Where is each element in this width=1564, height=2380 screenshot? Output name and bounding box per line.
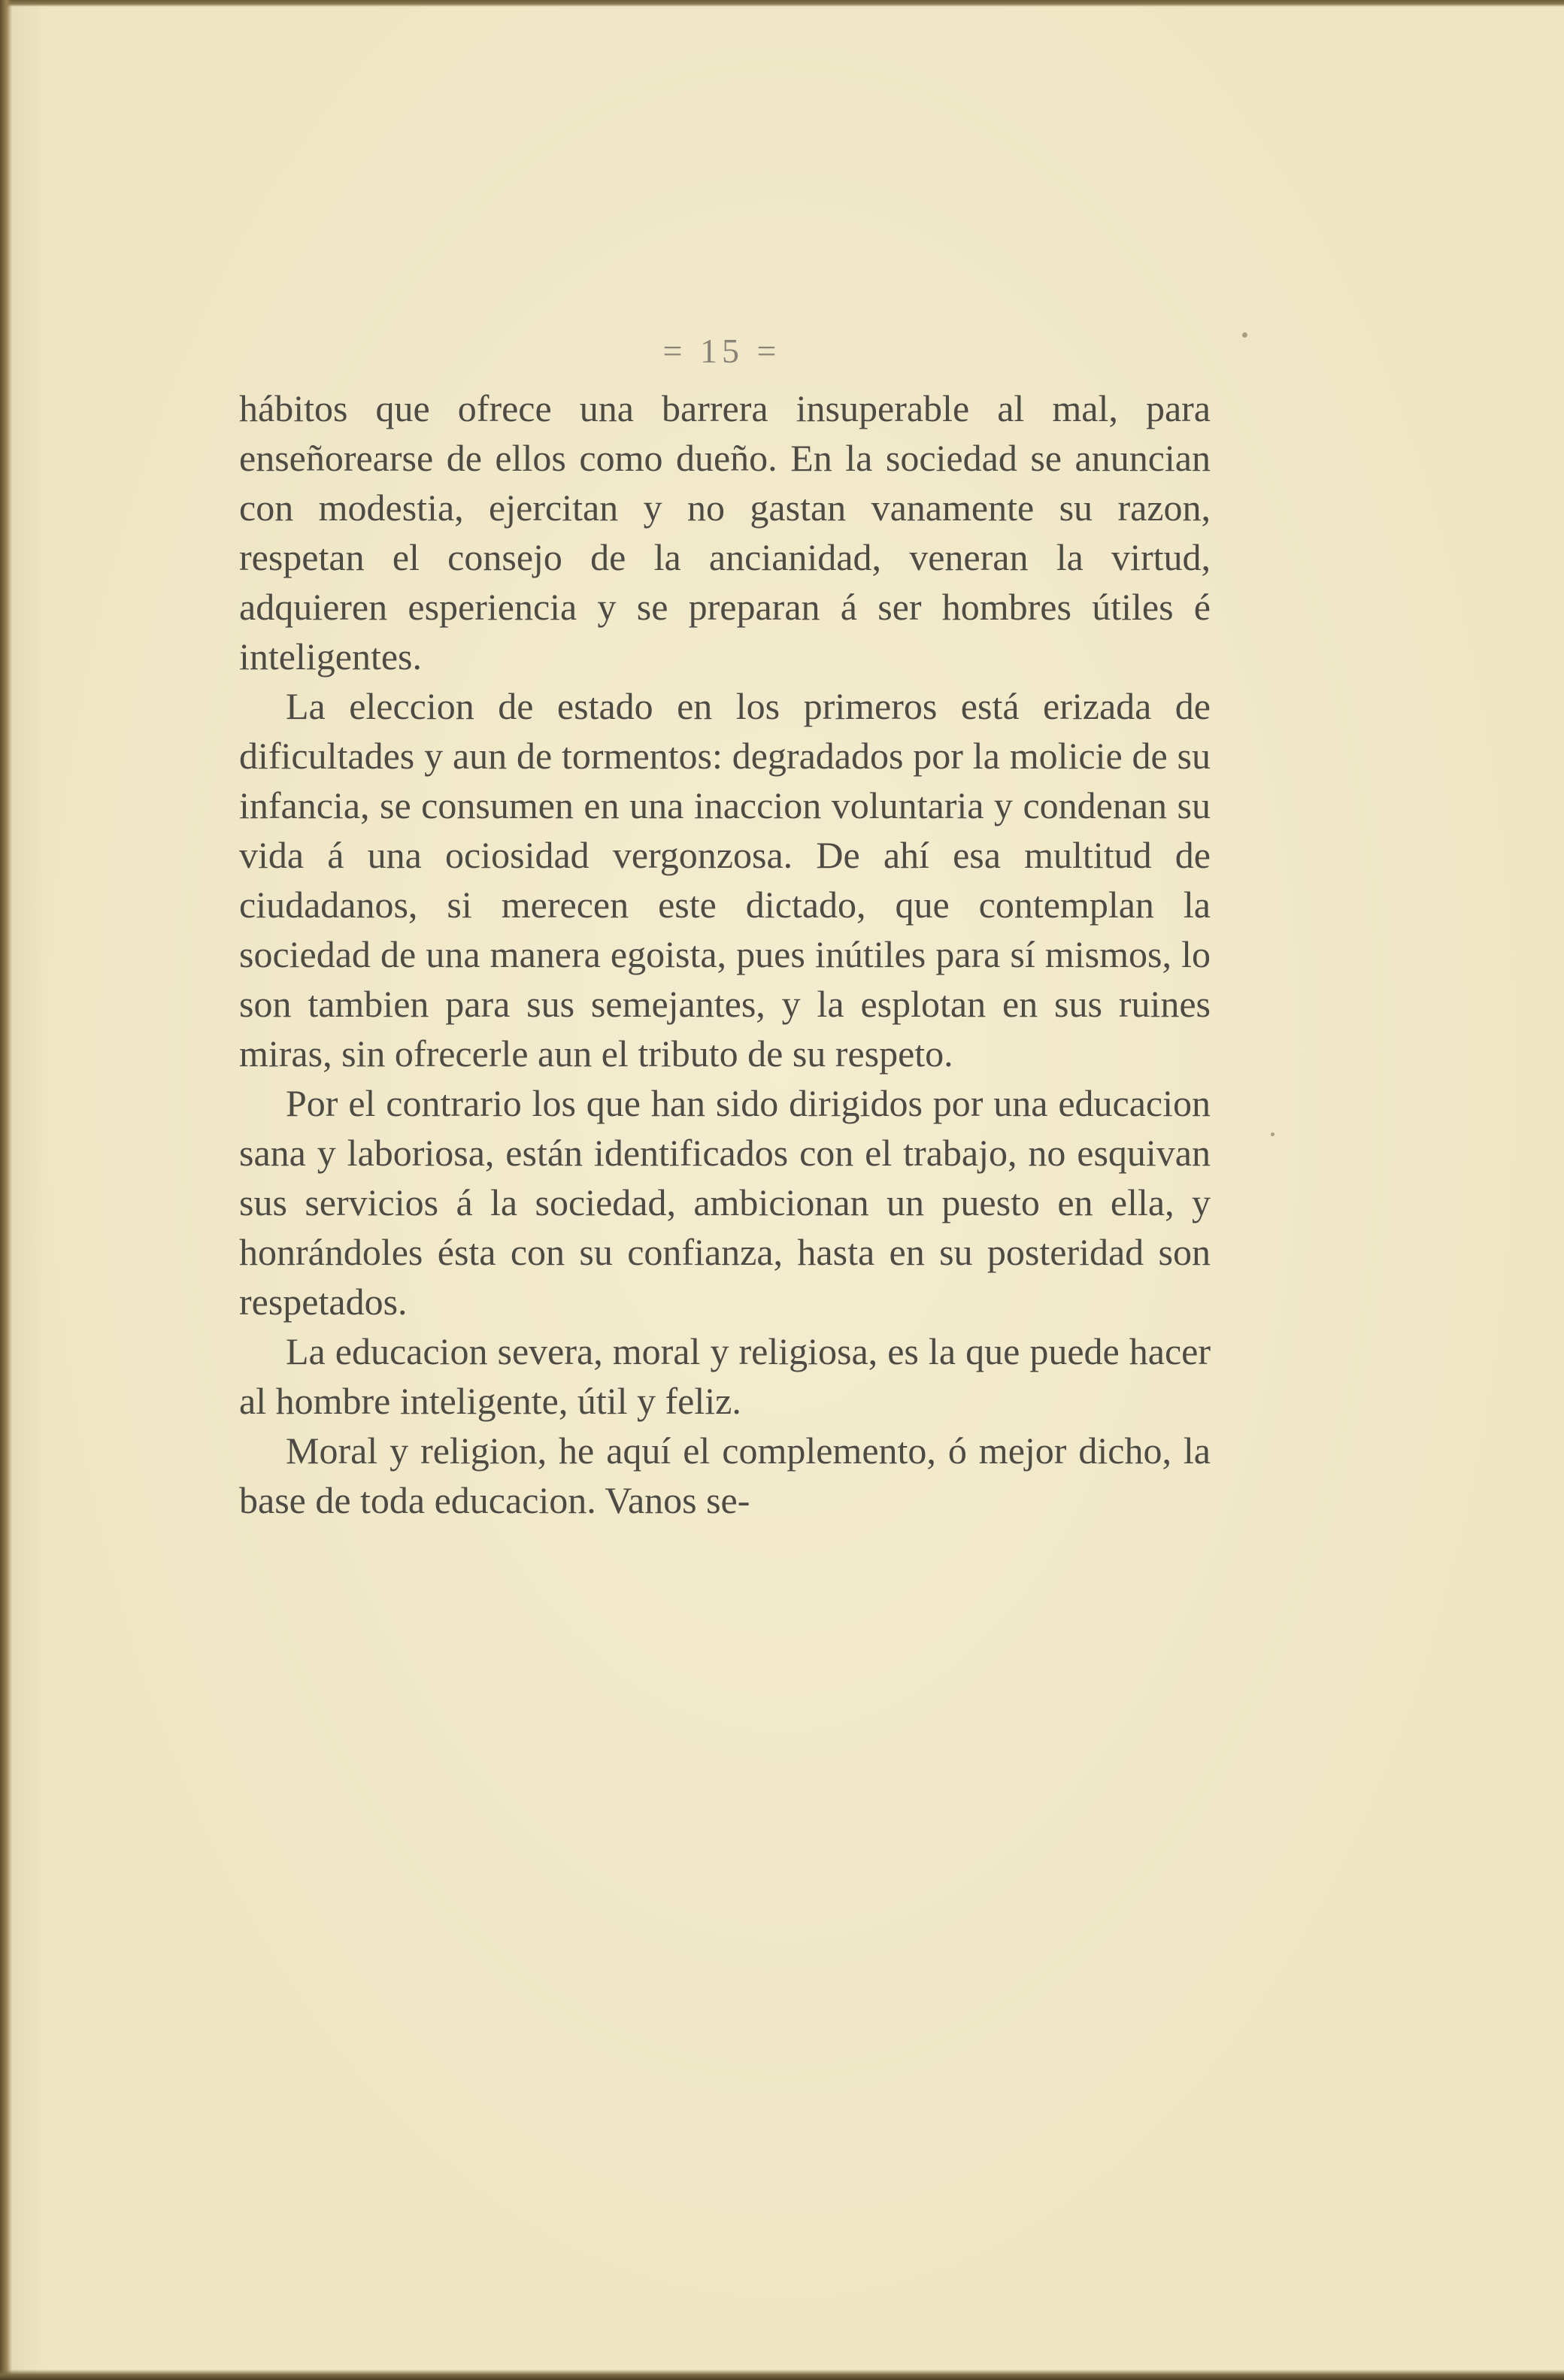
- paragraph-2: La eleccion de estado en los primeros está erizada de dificultades y aun de tormentos: degradados por la molicie de su infancia, se consumen en una inaccion voluntaria y condenan su vida á una ociosidad vergonzosa. De ahí esa multitud de ciudadanos, si merecen este dictado, que contemplan la sociedad de una manera egoista, pues inútiles para sí mismos, lo son tambien para sus semejantes, y la esplotan en sus ruines miras, sin ofrecerle aun el tributo de su respeto.: [239, 685, 1211, 1075]
- page-number: = 15 =: [662, 332, 781, 370]
- paragraph-5: Moral y religion, he aquí el complemento, ó mejor dicho, la base de toda educacion. Vanos se-: [239, 1430, 1211, 1521]
- page-bottom-edge: [0, 2369, 1564, 2380]
- paragraph-4: La educacion severa, moral y religiosa, es la que puede hacer al hombre inteligente, útil y feliz.: [239, 1330, 1211, 1422]
- paragraph-1: hábitos que ofrece una barrera insuperable al mal, para enseñorearse de ellos como dueño. En la sociedad se anuncian con modestia, ejercitan y no gastan vanamente su razon, respetan el consejo de la ancianidad, veneran la virtud, adquieren esperiencia y se preparan á ser hombres útiles é inteligentes.: [239, 387, 1211, 678]
- paragraph-3: Por el contrario los que han sido dirigidos por una educacion sana y laboriosa, están identificados con el trabajo, no esquivan sus servicios á la sociedad, ambicionan un puesto en ella, y honrándoles ésta con su confianza, hasta en su posteridad son respetados.: [239, 1082, 1211, 1323]
- ink-speck: [1271, 1132, 1275, 1136]
- ink-speck: [1242, 332, 1247, 338]
- page-left-edge: [0, 0, 12, 2380]
- page-top-edge: [0, 0, 1564, 7]
- body-text: [239, 384, 1211, 1525]
